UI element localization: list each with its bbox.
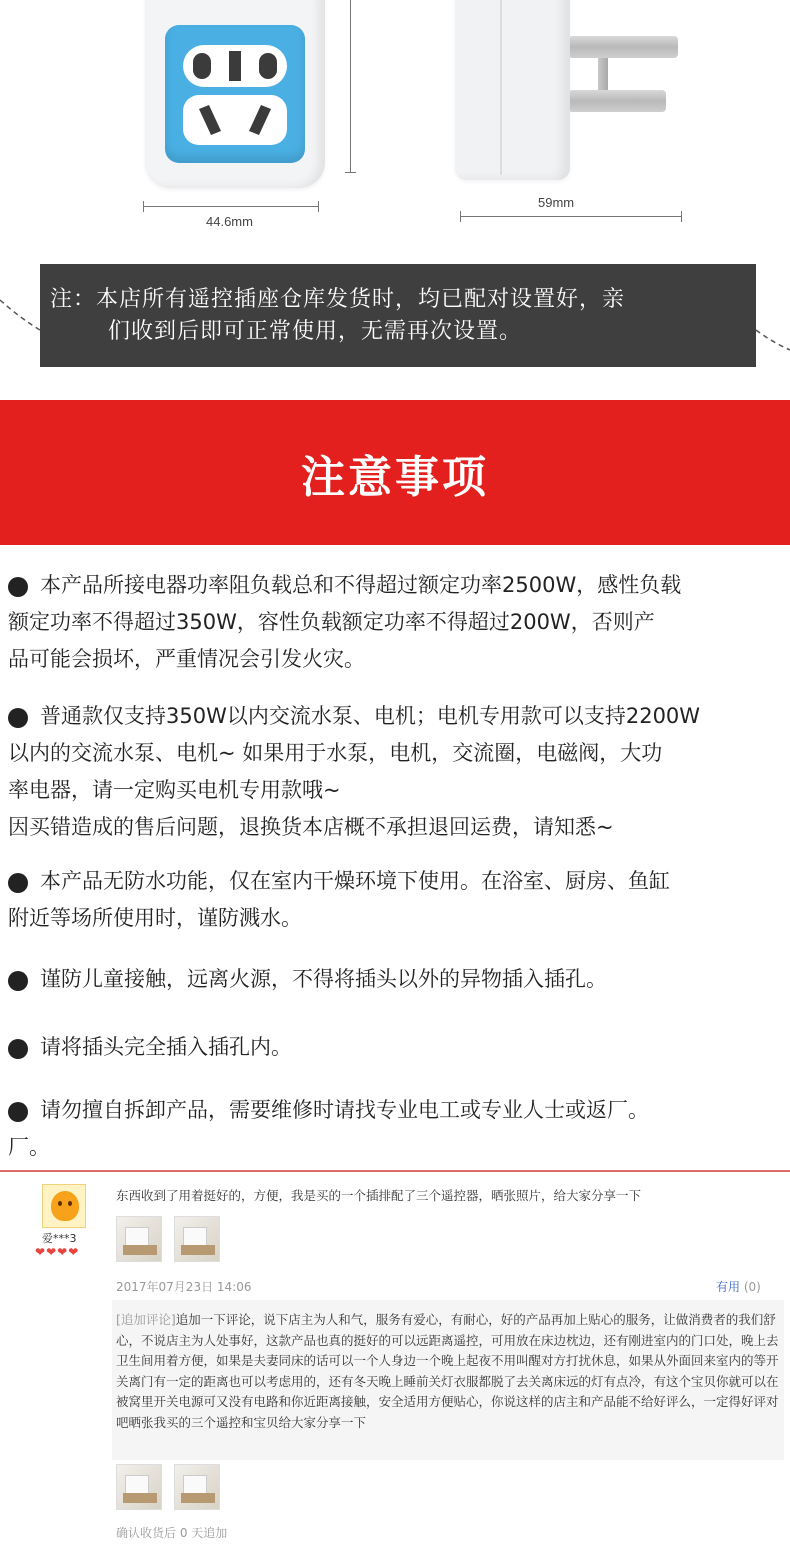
follow-up-tag: [追加评论] [116, 1312, 176, 1327]
note-line: 附近等场所使用时，谨防溅水。 [8, 906, 302, 930]
banner-title: 注意事项 [301, 451, 489, 503]
socket-side-step [500, 0, 560, 175]
depth-dimension-line [460, 216, 682, 217]
heart-icon: ❤ [46, 1245, 57, 1259]
product-image-area [0, 0, 790, 400]
precaution-item [8, 863, 783, 937]
note-line: 本产品所接电器功率阻负载总和不得超过额定功率2500W，感性负载 [40, 573, 682, 597]
note-line: 请将插头完全插入插孔内。 [40, 1035, 292, 1059]
note-line: 品可能会损坏，严重情况会引发火灾。 [8, 647, 365, 671]
precaution-item [8, 1092, 783, 1166]
precaution-item [8, 567, 783, 678]
bullet-dot-icon [8, 577, 28, 597]
useful-label: 有用 [716, 1280, 741, 1294]
review-text: 东西收到了用着挺好的，方便，我是买的一个插排配了三个遥控器，晒张照片，给大家分享一下 [116, 1188, 642, 1203]
review-date: 2017年07月23日 14:06 [116, 1280, 252, 1294]
notice-line-2: 们收到后即可正常使用，无需再次设置。 [108, 319, 523, 344]
note-line: 请勿擅自拆卸产品，需要维修时请找专业电工或专业人士或返厂。 [40, 1098, 649, 1122]
useful-count: (0) [743, 1280, 761, 1294]
review-photo-thumbnail[interactable] [174, 1464, 220, 1510]
precautions-list [0, 545, 790, 1170]
bullet-dot-icon [8, 971, 28, 991]
notice-line-1: 注：本店所有遥控插座仓库发货时，均已配对设置好，亲 [50, 287, 626, 312]
note-line: 普通款仅支持350W以内交流水泵、电机；电机专用款可以支持2200W [40, 704, 701, 728]
bullet-dot-icon [8, 1102, 28, 1122]
review-photo-thumbnail[interactable] [116, 1216, 162, 1262]
plug-prong-bottom [570, 90, 666, 112]
precaution-item [8, 698, 783, 846]
user-level-hearts [35, 1246, 78, 1258]
heart-icon: ❤ [68, 1245, 79, 1259]
width-dimension-label: 44.6mm [206, 214, 253, 229]
avatar[interactable] [42, 1184, 86, 1228]
note-line: 率电器，请一定购买电机专用款哦~ [8, 778, 341, 802]
note-line: 以内的交流水泵、电机~ 如果用于水泵，电机，交流圈，电磁阀，大功 [8, 741, 663, 765]
note-line: 本产品无防水功能，仅在室内干燥环境下使用。在浴室、厨房、鱼缸 [40, 869, 670, 893]
review-photo-thumbnail[interactable] [174, 1216, 220, 1262]
follow-up-text: 追加一下评论，说下店主为人和气，服务有爱心，有耐心，好的产品再加上贴心的服务，让做消费者的我们舒心，不说店主为人处事好，这款产品也真的挺好的可以远距离遥控，可用放在床边枕边，还有刚进室内的门口处，晚上去卫生间用着方便，如果是夫妻同床的话可以一个人身边一个晚上起夜不用叫醒对方打扰休息，如果从外面回来室内的等开关离门有一定的距离也可以考虑用的，还有冬天晚上睡前关灯衣服都脱了去关离床远的灯有点冷，有这个宝贝你就可以在被窝里开关电源可又没有电路和你近距离接触，安全适用方便贴心，你说这样的店主和产品能不给好评么，一定得好评对吧晒张我买的三个遥控和宝贝给大家分享一下 [116, 1312, 779, 1430]
confirm-receipt-note: 确认收货后 0 天追加 [116, 1526, 228, 1540]
follow-up-photos [116, 1464, 220, 1510]
height-dimension-line [350, 0, 351, 173]
setup-notice-box [40, 264, 756, 367]
precaution-item [8, 1029, 783, 1066]
bullet-dot-icon [8, 873, 28, 893]
review-username[interactable]: 爱***3 [42, 1232, 77, 1245]
precautions-banner [0, 400, 790, 545]
note-line: 厂。 [8, 1135, 50, 1159]
avatar-face-icon [51, 1191, 79, 1221]
note-line: 额定功率不得超过350W，容性负载额定功率不得超过200W，否则产 [8, 610, 655, 634]
socket-outlet-panel [165, 25, 305, 163]
plug-prong-top [570, 36, 678, 58]
review-photos [116, 1216, 220, 1262]
width-dimension-line [143, 206, 319, 207]
useful-button[interactable] [716, 1278, 761, 1295]
review-photo-thumbnail[interactable] [116, 1464, 162, 1510]
bullet-dot-icon [8, 1039, 28, 1059]
heart-icon: ❤ [57, 1245, 68, 1259]
follow-up-review [112, 1300, 784, 1460]
heart-icon: ❤ [35, 1245, 46, 1259]
precaution-item [8, 961, 783, 998]
note-line: 因买错造成的售后问题，退换货本店概不承担退回运费，请知悉~ [8, 815, 614, 839]
bullet-dot-icon [8, 708, 28, 728]
note-line: 谨防儿童接触，远离火源，不得将插头以外的异物插入插孔。 [40, 967, 607, 991]
outlet-holes-icon [165, 25, 305, 163]
customer-review [0, 1172, 790, 1546]
depth-dimension-label: 59mm [538, 195, 575, 210]
